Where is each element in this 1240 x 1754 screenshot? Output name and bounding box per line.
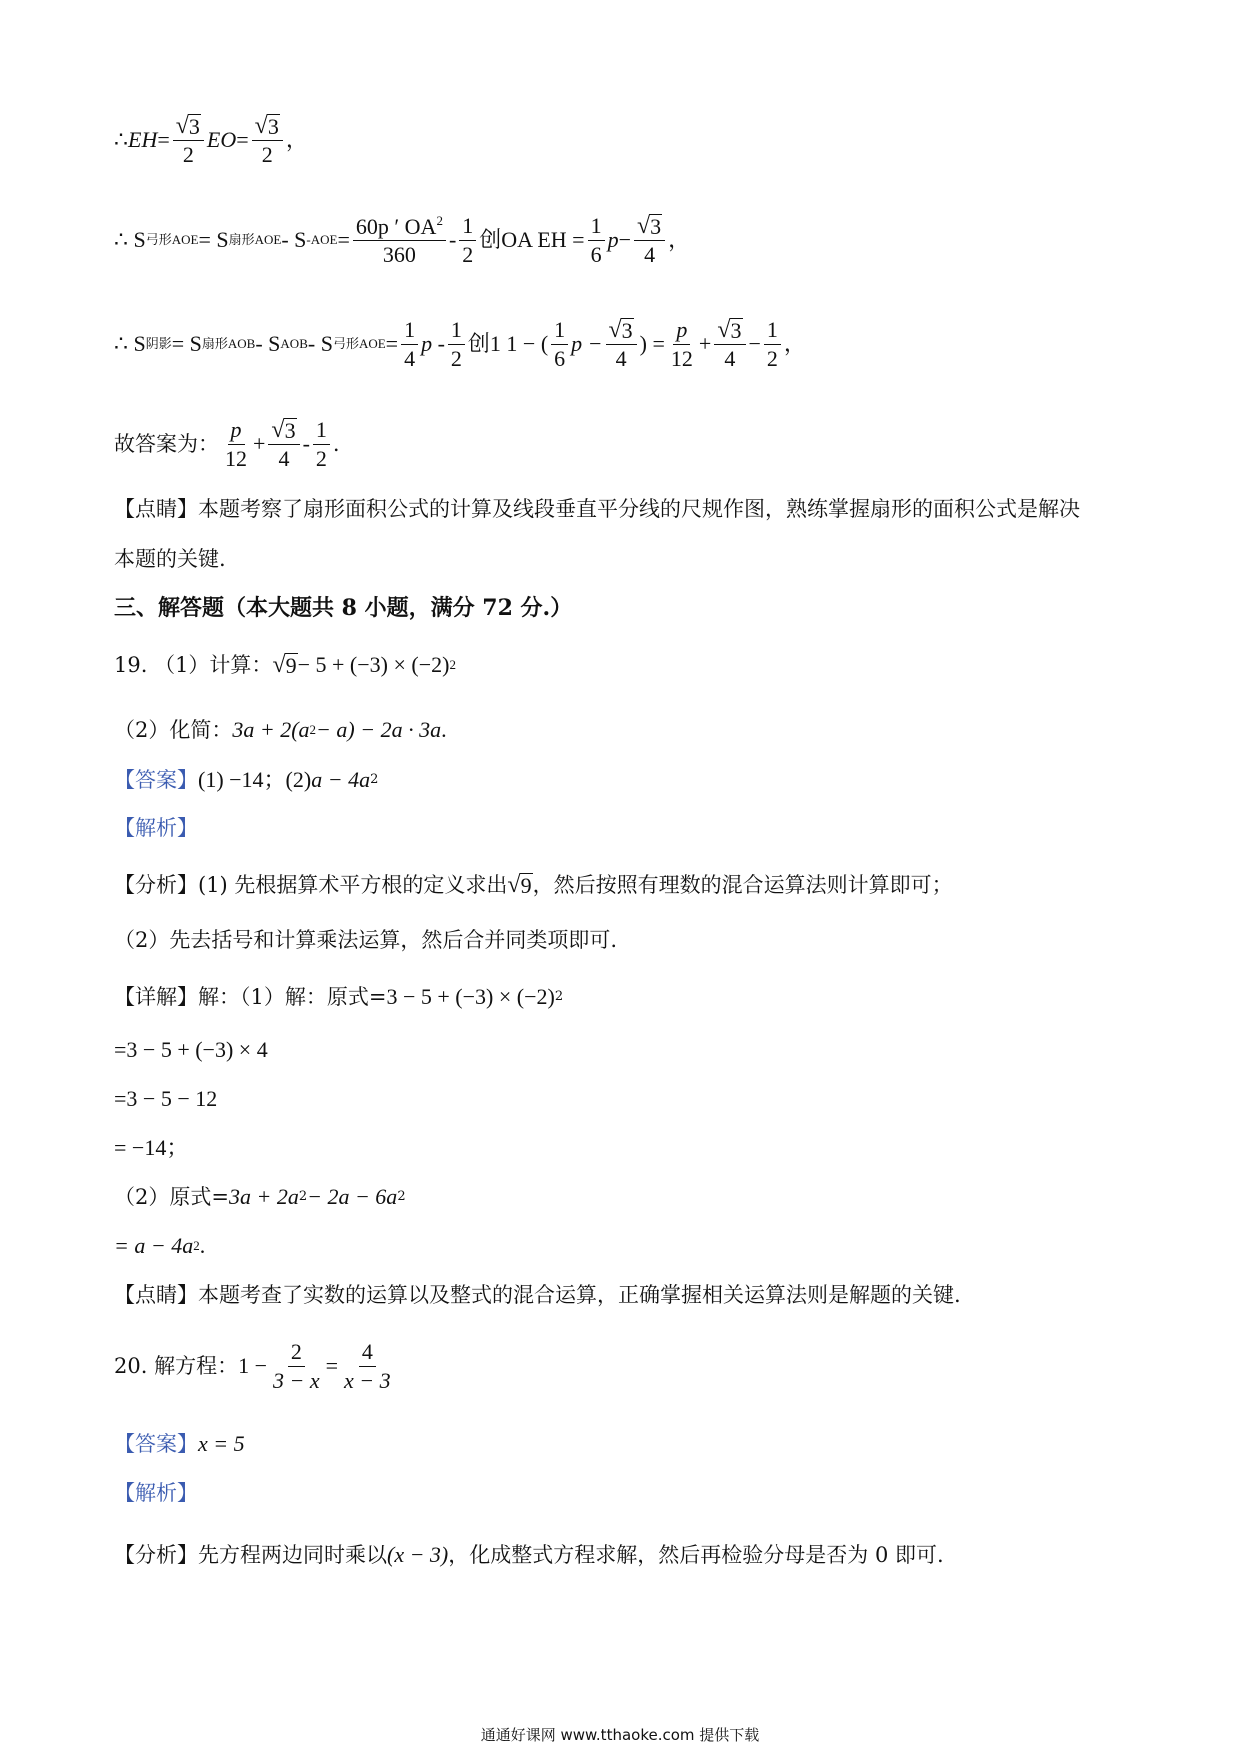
fraction: √ 3 4 bbox=[714, 318, 745, 370]
equals: = bbox=[157, 127, 170, 152]
text: ) = bbox=[639, 331, 665, 356]
sup: 2 bbox=[298, 1189, 308, 1204]
text: ，化成整式方程求解，然后再检验分母是否为 0 即可. bbox=[448, 1543, 944, 1567]
text: 1 − bbox=[238, 1353, 267, 1378]
solution-step-4 bbox=[114, 1182, 406, 1212]
minus: − bbox=[748, 331, 761, 356]
answer-19 bbox=[114, 765, 378, 795]
analysis-tag-20: 【解析】 bbox=[114, 1481, 198, 1505]
num: 3 bbox=[284, 417, 296, 443]
den: 2 bbox=[315, 445, 327, 471]
sup: 2 bbox=[436, 212, 443, 228]
equals: = bbox=[385, 331, 399, 356]
sqrt-9: √ 9 bbox=[507, 872, 532, 899]
fraction-sqrt3-over-4: √ 3 4 bbox=[634, 214, 665, 266]
analysis-19-line2: （2）先去括号和计算乘法运算，然后合并同类项即可. bbox=[114, 928, 618, 952]
sup: 2 bbox=[193, 1238, 200, 1253]
den: 6 bbox=[590, 241, 602, 267]
solution-step-2: =3 − 5 − 12 bbox=[114, 1086, 218, 1111]
text: = S bbox=[171, 331, 202, 356]
num: 1 bbox=[764, 318, 781, 344]
den: 4 bbox=[644, 242, 656, 267]
den: x − 3 bbox=[344, 1367, 391, 1393]
expr: − 2a − 6a bbox=[307, 1184, 398, 1209]
solution-step-1: =3 − 5 + (−3) × 4 bbox=[114, 1037, 268, 1062]
sub: AOB bbox=[280, 336, 308, 351]
analysis-19-line1 bbox=[114, 870, 953, 900]
minus: - bbox=[448, 227, 457, 252]
label: 20. 解方程： bbox=[114, 1354, 239, 1378]
text: ，然后按照有理数的混合运算法则计算即可； bbox=[532, 873, 953, 897]
sub: 弓形AOE bbox=[145, 232, 199, 247]
eq-eh-eo bbox=[114, 112, 308, 168]
num: 3 bbox=[621, 317, 633, 343]
den: 360 bbox=[382, 242, 416, 267]
sub: 扇形AOB bbox=[201, 336, 256, 351]
label: （2）原式= bbox=[114, 1185, 229, 1209]
comma: ， bbox=[783, 331, 806, 356]
expr: a − 4a bbox=[311, 767, 371, 792]
q19-part1 bbox=[114, 650, 456, 680]
num: 4 bbox=[359, 1340, 376, 1366]
num: 1 bbox=[313, 418, 330, 444]
eq-segment-area bbox=[114, 210, 690, 270]
radicand: 9 bbox=[285, 652, 297, 678]
fraction bbox=[222, 418, 250, 469]
den: 2 bbox=[462, 241, 474, 267]
num: 1 bbox=[551, 318, 568, 344]
answer-20 bbox=[114, 1429, 245, 1459]
num: p bbox=[228, 418, 245, 444]
num: p bbox=[673, 318, 690, 344]
therefore-symbol: ∴ bbox=[114, 127, 128, 152]
sqrt-9: √ 9 bbox=[272, 652, 297, 679]
expr: = a − 4a bbox=[114, 1233, 194, 1258]
answer-tag: 【答案】 bbox=[114, 1432, 198, 1456]
sub: 阴影 bbox=[145, 336, 172, 351]
equals: = bbox=[325, 1353, 339, 1378]
den: 12 bbox=[225, 445, 247, 471]
var-eh: EH bbox=[128, 127, 158, 152]
sup: 2 bbox=[370, 772, 379, 787]
num: 60p ′ OA bbox=[355, 213, 437, 239]
den: 3 − x bbox=[273, 1367, 320, 1393]
den: 2 bbox=[450, 345, 462, 371]
label: 19. （1）计算： bbox=[114, 653, 273, 677]
q20 bbox=[114, 1334, 397, 1398]
eq-shaded-area bbox=[114, 314, 806, 374]
text: ∴ S bbox=[114, 331, 146, 356]
num: 3 bbox=[730, 317, 742, 343]
solution-19-line1 bbox=[114, 982, 563, 1012]
fraction bbox=[270, 1340, 323, 1391]
fraction-sector bbox=[353, 214, 446, 266]
solution-step-5 bbox=[114, 1231, 205, 1261]
den: 12 bbox=[670, 345, 693, 371]
num: 1 bbox=[588, 214, 605, 240]
num: 1 bbox=[401, 318, 418, 344]
expr: − 5 + (−3) × (−2) bbox=[297, 652, 450, 677]
num: 1 bbox=[448, 318, 465, 344]
plus: + bbox=[698, 331, 712, 356]
text: 【分析】先方程两边同时乘以 bbox=[114, 1543, 387, 1567]
text: 【详解】解：（1）解：原式= bbox=[114, 985, 387, 1009]
text: p - bbox=[421, 331, 445, 356]
section-heading: 三、解答题（本大题共 8 小题，满分 72 分.） bbox=[114, 595, 573, 621]
expr: (x − 3) bbox=[387, 1542, 449, 1567]
expr: 3a + 2a bbox=[228, 1184, 299, 1209]
comma: ， bbox=[668, 227, 691, 252]
sup: 2 bbox=[309, 722, 317, 737]
page-footer: 通通好课网 www.tthaoke.com 提供下载 bbox=[480, 1726, 760, 1744]
fraction bbox=[764, 318, 781, 369]
den: 4 bbox=[615, 346, 627, 371]
sub: 弓形AOE bbox=[332, 336, 386, 351]
fraction-sqrt3-over-2: √ 3 2 bbox=[173, 114, 204, 166]
text: 【分析】(1) 先根据算术平方根的定义求出 bbox=[114, 873, 508, 897]
fraction-sixth bbox=[588, 214, 605, 265]
equals: = bbox=[337, 227, 350, 252]
fraction bbox=[313, 418, 330, 469]
fraction bbox=[341, 1340, 394, 1391]
label: （2）化简： bbox=[114, 718, 233, 742]
num: 1 bbox=[459, 214, 476, 240]
analysis-20 bbox=[114, 1540, 944, 1570]
answer-tag: 【答案】 bbox=[114, 768, 198, 792]
comma: ， bbox=[285, 127, 308, 152]
sup: 2 bbox=[397, 1189, 406, 1204]
radicand: 9 bbox=[520, 872, 532, 898]
text: = S bbox=[198, 227, 229, 252]
fraction: √ 3 4 bbox=[606, 318, 637, 370]
note-dianjing-1: 【点睛】本题考察了扇形面积公式的计算及线段垂直平分线的尺规作图，熟练掌握扇形的面积公式是解决 bbox=[114, 497, 1080, 521]
text: ∴ S bbox=[114, 227, 146, 252]
sub: 扇形AOE bbox=[228, 232, 282, 247]
num: 3 bbox=[267, 113, 279, 139]
text: 创OA EH = bbox=[479, 227, 585, 252]
text: 故答案为： bbox=[114, 432, 219, 456]
fraction bbox=[551, 318, 568, 369]
den: 2 bbox=[182, 142, 194, 167]
num: 3 bbox=[188, 113, 200, 139]
fraction-sqrt3-over-2-b: √ 3 2 bbox=[252, 114, 283, 166]
expr: 3 − 5 + (−3) × (−2) bbox=[386, 984, 555, 1009]
sup: 2 bbox=[554, 989, 564, 1004]
expr: x = 5 bbox=[198, 1431, 245, 1456]
period: . bbox=[199, 1233, 206, 1258]
period: . bbox=[332, 432, 340, 456]
period: . bbox=[441, 717, 447, 742]
final-answer-line bbox=[114, 414, 340, 474]
text: p − bbox=[571, 331, 603, 356]
text: - S bbox=[307, 331, 333, 356]
expr: − a) − 2a · 3a bbox=[316, 717, 442, 742]
den: 4 bbox=[404, 345, 416, 371]
den: 4 bbox=[278, 446, 290, 471]
den: 4 bbox=[724, 346, 736, 371]
equals: = bbox=[236, 127, 249, 152]
analysis-tag-19: 【解析】 bbox=[114, 816, 198, 840]
num: 2 bbox=[288, 1340, 305, 1366]
num: 3 bbox=[650, 213, 662, 239]
minus: − bbox=[618, 227, 631, 252]
fraction-half bbox=[459, 214, 476, 265]
var-p: p bbox=[607, 227, 619, 252]
fraction bbox=[668, 318, 696, 369]
note-dianjing-19: 【点睛】本题考查了实数的运算以及整式的混合运算，正确掌握相关运算法则是解题的关键. bbox=[114, 1283, 961, 1307]
var-eo: EO bbox=[206, 127, 237, 152]
den: 6 bbox=[554, 345, 566, 371]
minus: - bbox=[302, 431, 310, 456]
sub: -AOE bbox=[306, 232, 338, 247]
solution-step-3: = −14； bbox=[114, 1135, 189, 1160]
text: - S bbox=[281, 227, 307, 252]
note-dianjing-2: 本题的关键. bbox=[114, 547, 226, 571]
text: 创1 1 − ( bbox=[467, 331, 549, 356]
fraction bbox=[448, 318, 465, 369]
sup: 2 bbox=[449, 657, 456, 672]
text: - S bbox=[255, 331, 281, 356]
fraction bbox=[401, 318, 418, 369]
fraction: √ 3 4 bbox=[268, 418, 299, 470]
expr: 3a + 2(a bbox=[232, 717, 310, 742]
den: 2 bbox=[766, 345, 778, 371]
q19-part2 bbox=[114, 715, 447, 745]
text: (1) −14；(2) bbox=[198, 767, 312, 792]
plus: + bbox=[253, 431, 266, 456]
den: 2 bbox=[261, 142, 273, 167]
